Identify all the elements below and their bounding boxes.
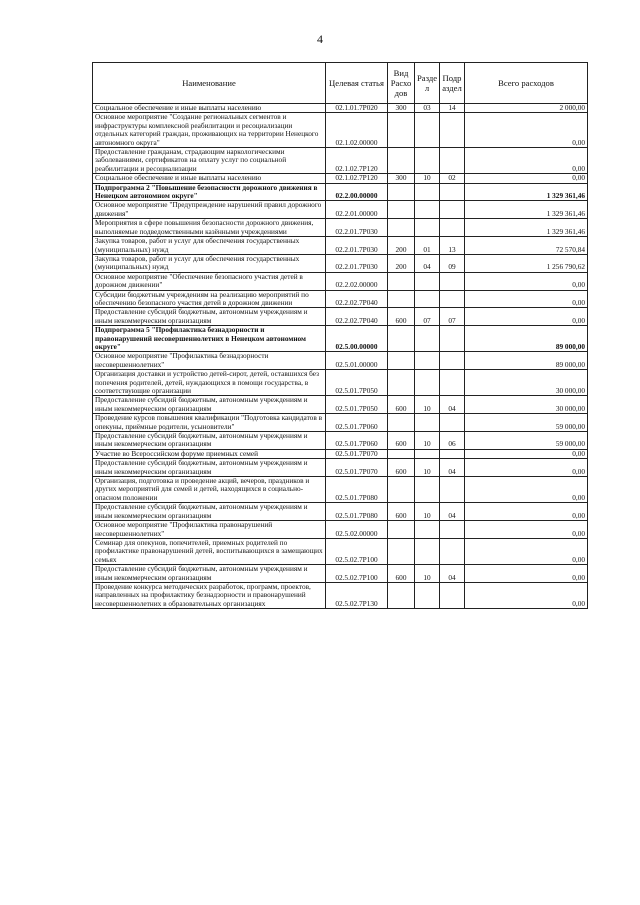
row-section: [415, 183, 440, 201]
row-section: 07: [415, 308, 440, 326]
row-subsection: 04: [440, 459, 465, 477]
row-subsection: [440, 148, 465, 174]
row-name: Предоставление субсидий бюджетным, автономным учреждениям и иным некоммерческим организациям: [93, 565, 326, 583]
row-total: 1 329 361,46: [465, 201, 588, 219]
table-row: [93, 201, 588, 219]
row-expense-type: [388, 113, 415, 148]
header-target: Целевая статья: [326, 63, 388, 104]
row-expense-type: [388, 449, 415, 458]
row-subsection: [440, 272, 465, 290]
table-row: [93, 352, 588, 370]
row-name: Закупка товаров, работ и услуг для обеспечения государственных (муниципальных) нужд: [93, 254, 326, 272]
row-total: 0,00: [465, 503, 588, 521]
row-name: Основное мероприятие "Создание региональных сегментов и инфраструктуры комплексной реабилитации и ресоциализации отдельных категорий граждан, проживающих на территории Ненецкого автономного округа": [93, 113, 326, 148]
row-name: Закупка товаров, работ и услуг для обеспечения государственных (муниципальных) нужд: [93, 237, 326, 255]
row-expense-type: [388, 326, 415, 352]
row-total: 89 000,00: [465, 326, 588, 352]
row-name: Подпрограмма 5 "Профилактика безнадзорности и правонарушений несовершеннолетних в Ненецком автономном округе": [93, 326, 326, 352]
row-name: Проведение курсов повышения квалификации "Подготовка кандидатов в опекуны, приёмные родители, усыновители": [93, 414, 326, 432]
row-name: Основное мероприятие "Профилактика безнадзорности несовершеннолетних": [93, 352, 326, 370]
row-section: [415, 201, 440, 219]
row-expense-type: 300: [388, 104, 415, 113]
row-expense-type: 300: [388, 174, 415, 183]
row-total: 1 256 790,62: [465, 254, 588, 272]
row-target: 02.5.02.00000: [326, 521, 388, 539]
row-name: Предоставление субсидий бюджетным, автономным учреждениям и иным некоммерческим организациям: [93, 396, 326, 414]
row-total: 59 000,00: [465, 414, 588, 432]
row-name: Основное мероприятие "Профилактика правонарушений несовершеннолетних": [93, 521, 326, 539]
row-name: Участие во Всероссийском форуме приемных семей: [93, 449, 326, 458]
table-row: [93, 237, 588, 255]
table-row: [93, 290, 588, 308]
row-subsection: [440, 219, 465, 237]
row-expense-type: 600: [388, 565, 415, 583]
table-body: [93, 104, 588, 609]
row-section: 03: [415, 104, 440, 113]
table-row: [93, 370, 588, 396]
row-subsection: [440, 477, 465, 503]
row-section: [415, 272, 440, 290]
row-total: 0,00: [465, 113, 588, 148]
row-expense-type: [388, 582, 415, 608]
table-row: [93, 113, 588, 148]
row-target: 02.5.02.7Р130: [326, 582, 388, 608]
row-section: [415, 538, 440, 564]
row-section: 10: [415, 459, 440, 477]
row-total: 0,00: [465, 148, 588, 174]
row-total: 0,00: [465, 308, 588, 326]
row-subsection: 14: [440, 104, 465, 113]
table-row: [93, 477, 588, 503]
table-row: [93, 414, 588, 432]
table-row: [93, 272, 588, 290]
row-section: 10: [415, 565, 440, 583]
row-subsection: [440, 326, 465, 352]
table-row: [93, 538, 588, 564]
row-name: Социальное обеспечение и иные выплаты населению: [93, 104, 326, 113]
row-section: [415, 326, 440, 352]
row-expense-type: [388, 370, 415, 396]
table-row: [93, 254, 588, 272]
header-total: Всего расходов: [465, 63, 588, 104]
row-subsection: [440, 352, 465, 370]
row-subsection: 13: [440, 237, 465, 255]
row-name: Социальное обеспечение и иные выплаты населению: [93, 174, 326, 183]
row-target: 02.2.01.7Р030: [326, 219, 388, 237]
row-expense-type: 600: [388, 503, 415, 521]
row-section: [415, 113, 440, 148]
expense-table: [92, 62, 588, 609]
row-target: 02.5.01.7Р060: [326, 414, 388, 432]
row-target: 02.5.01.7Р070: [326, 449, 388, 458]
row-section: [415, 290, 440, 308]
row-section: [415, 219, 440, 237]
row-target: 02.1.01.7Р020: [326, 104, 388, 113]
row-expense-type: 600: [388, 308, 415, 326]
row-name: Семинар для опекунов, попечителей, приемных родителей по профилактике правонарушений детей, воспитывающихся в замещающих семьях: [93, 538, 326, 564]
table-row: [93, 174, 588, 183]
row-total: 72 570,84: [465, 237, 588, 255]
row-name: Основное мероприятие "Предупреждение нарушений правил дорожного движения": [93, 201, 326, 219]
row-total: 0,00: [465, 477, 588, 503]
row-expense-type: 200: [388, 237, 415, 255]
table-row: [93, 432, 588, 450]
row-subsection: [440, 183, 465, 201]
row-subsection: [440, 290, 465, 308]
row-total: 59 000,00: [465, 432, 588, 450]
row-total: 0,00: [465, 290, 588, 308]
row-section: 01: [415, 237, 440, 255]
table-row: [93, 326, 588, 352]
row-section: [415, 477, 440, 503]
row-target: 02.2.02.7Р040: [326, 308, 388, 326]
row-total: 89 000,00: [465, 352, 588, 370]
row-name: Предоставление субсидий бюджетным, автономным учреждениям и иным некоммерческим организациям: [93, 503, 326, 521]
row-section: 10: [415, 503, 440, 521]
row-expense-type: [388, 201, 415, 219]
row-section: 04: [415, 254, 440, 272]
row-subsection: [440, 370, 465, 396]
table-row: [93, 582, 588, 608]
row-subsection: 04: [440, 396, 465, 414]
row-subsection: [440, 538, 465, 564]
row-target: 02.1.02.7Р120: [326, 174, 388, 183]
row-subsection: [440, 113, 465, 148]
row-section: [415, 521, 440, 539]
row-total: 0,00: [465, 521, 588, 539]
row-subsection: 04: [440, 503, 465, 521]
row-expense-type: [388, 148, 415, 174]
row-subsection: 06: [440, 432, 465, 450]
row-target: 02.5.02.7Р100: [326, 538, 388, 564]
row-expense-type: [388, 521, 415, 539]
row-expense-type: [388, 219, 415, 237]
header-expense-type: Вид Расхо дов: [388, 63, 415, 104]
row-expense-type: 600: [388, 432, 415, 450]
table-row: [93, 565, 588, 583]
row-target: 02.5.01.7Р050: [326, 370, 388, 396]
row-name: Предоставление субсидий бюджетным, автономным учреждениям и иным некоммерческим организациям: [93, 308, 326, 326]
row-subsection: 09: [440, 254, 465, 272]
row-name: Проведение конкурса методических разработок, программ, проектов, направленных на профилактику безнадзорности и правонарушений несовершеннолетних в образовательных организациях: [93, 582, 326, 608]
row-name: Субсидии бюджетным учреждениям на реализацию мероприятий по обеспечению безопасного участия детей в дорожном движении: [93, 290, 326, 308]
row-total: 0,00: [465, 582, 588, 608]
row-expense-type: [388, 477, 415, 503]
row-section: [415, 414, 440, 432]
row-section: [415, 148, 440, 174]
row-subsection: [440, 521, 465, 539]
row-target: 02.5.01.7Р070: [326, 459, 388, 477]
header-section: Разде л: [415, 63, 440, 104]
page-number: 4: [317, 32, 323, 46]
row-expense-type: [388, 183, 415, 201]
row-section: 10: [415, 174, 440, 183]
row-target: 02.2.01.00000: [326, 201, 388, 219]
header-subsection: Подр аздел: [440, 63, 465, 104]
row-target: 02.5.01.7Р050: [326, 396, 388, 414]
row-expense-type: [388, 414, 415, 432]
row-name: Предоставление гражданам, страдающим наркологическими заболеваниями, сертификатов на оплату услуг по социальной реабилитации и ресоциализации: [93, 148, 326, 174]
row-name: Организация, подготовка и проведение акций, вечеров, праздников и других мероприятий для семей и детей, находящихся в социально-опасном положении: [93, 477, 326, 503]
table-row: [93, 148, 588, 174]
row-target: 02.1.02.7Р120: [326, 148, 388, 174]
row-section: 10: [415, 396, 440, 414]
row-total: 2 000,00: [465, 104, 588, 113]
row-target: 02.2.01.7Р030: [326, 254, 388, 272]
row-target: 02.2.02.00000: [326, 272, 388, 290]
row-expense-type: [388, 290, 415, 308]
row-total: 1 329 361,46: [465, 183, 588, 201]
row-total: 0,00: [465, 449, 588, 458]
row-total: 0,00: [465, 538, 588, 564]
row-expense-type: 200: [388, 254, 415, 272]
row-target: 02.5.02.7Р100: [326, 565, 388, 583]
row-target: 02.5.01.7Р060: [326, 432, 388, 450]
row-target: 02.5.00.00000: [326, 326, 388, 352]
header-name: Наименование: [93, 63, 326, 104]
table-row: [93, 308, 588, 326]
row-name: Основное мероприятие "Обеспечение безопасного участия детей в дорожном движении": [93, 272, 326, 290]
row-target: 02.5.01.7Р080: [326, 477, 388, 503]
row-target: 02.2.02.7Р040: [326, 290, 388, 308]
row-total: 30 000,00: [465, 396, 588, 414]
row-target: 02.5.01.7Р080: [326, 503, 388, 521]
row-section: [415, 582, 440, 608]
table-header-row: [93, 63, 588, 104]
row-total: 0,00: [465, 565, 588, 583]
row-subsection: [440, 201, 465, 219]
row-target: 02.2.01.7Р030: [326, 237, 388, 255]
row-subsection: 02: [440, 174, 465, 183]
row-subsection: [440, 582, 465, 608]
row-name: Подпрограмма 2 "Повышение безопасности дорожного движения в Ненецком автономном округе": [93, 183, 326, 201]
row-subsection: 04: [440, 565, 465, 583]
row-target: 02.2.00.00000: [326, 183, 388, 201]
row-total: 30 000,00: [465, 370, 588, 396]
row-expense-type: [388, 352, 415, 370]
row-section: [415, 352, 440, 370]
row-target: 02.5.01.00000: [326, 352, 388, 370]
row-total: 1 329 361,46: [465, 219, 588, 237]
row-total: 0,00: [465, 459, 588, 477]
table-row: [93, 459, 588, 477]
row-expense-type: [388, 272, 415, 290]
row-expense-type: [388, 538, 415, 564]
table-row: [93, 219, 588, 237]
table-row: [93, 183, 588, 201]
row-name: Предоставление субсидий бюджетным, автономным учреждениям и иным некоммерческим организациям: [93, 459, 326, 477]
row-expense-type: 600: [388, 459, 415, 477]
row-section: [415, 449, 440, 458]
row-total: 0,00: [465, 272, 588, 290]
row-name: Предоставление субсидий бюджетным, автономным учреждениям и иным некоммерческим организациям: [93, 432, 326, 450]
row-name: Организация доставки и устройство детей-сирот, детей, оставшихся без попечения родителей, детей, нуждающихся в помощи государства, в соответствующие организации: [93, 370, 326, 396]
row-subsection: [440, 449, 465, 458]
row-subsection: 07: [440, 308, 465, 326]
row-target: 02.1.02.00000: [326, 113, 388, 148]
row-section: [415, 370, 440, 396]
row-total: 0,00: [465, 174, 588, 183]
table-row: [93, 521, 588, 539]
table-row: [93, 503, 588, 521]
row-name: Мероприятия в сфере повышения безопасности дорожного движения, выполняемые подведомственными казёнными учреждениями: [93, 219, 326, 237]
row-subsection: [440, 414, 465, 432]
row-section: 10: [415, 432, 440, 450]
table-row: [93, 396, 588, 414]
row-expense-type: 600: [388, 396, 415, 414]
